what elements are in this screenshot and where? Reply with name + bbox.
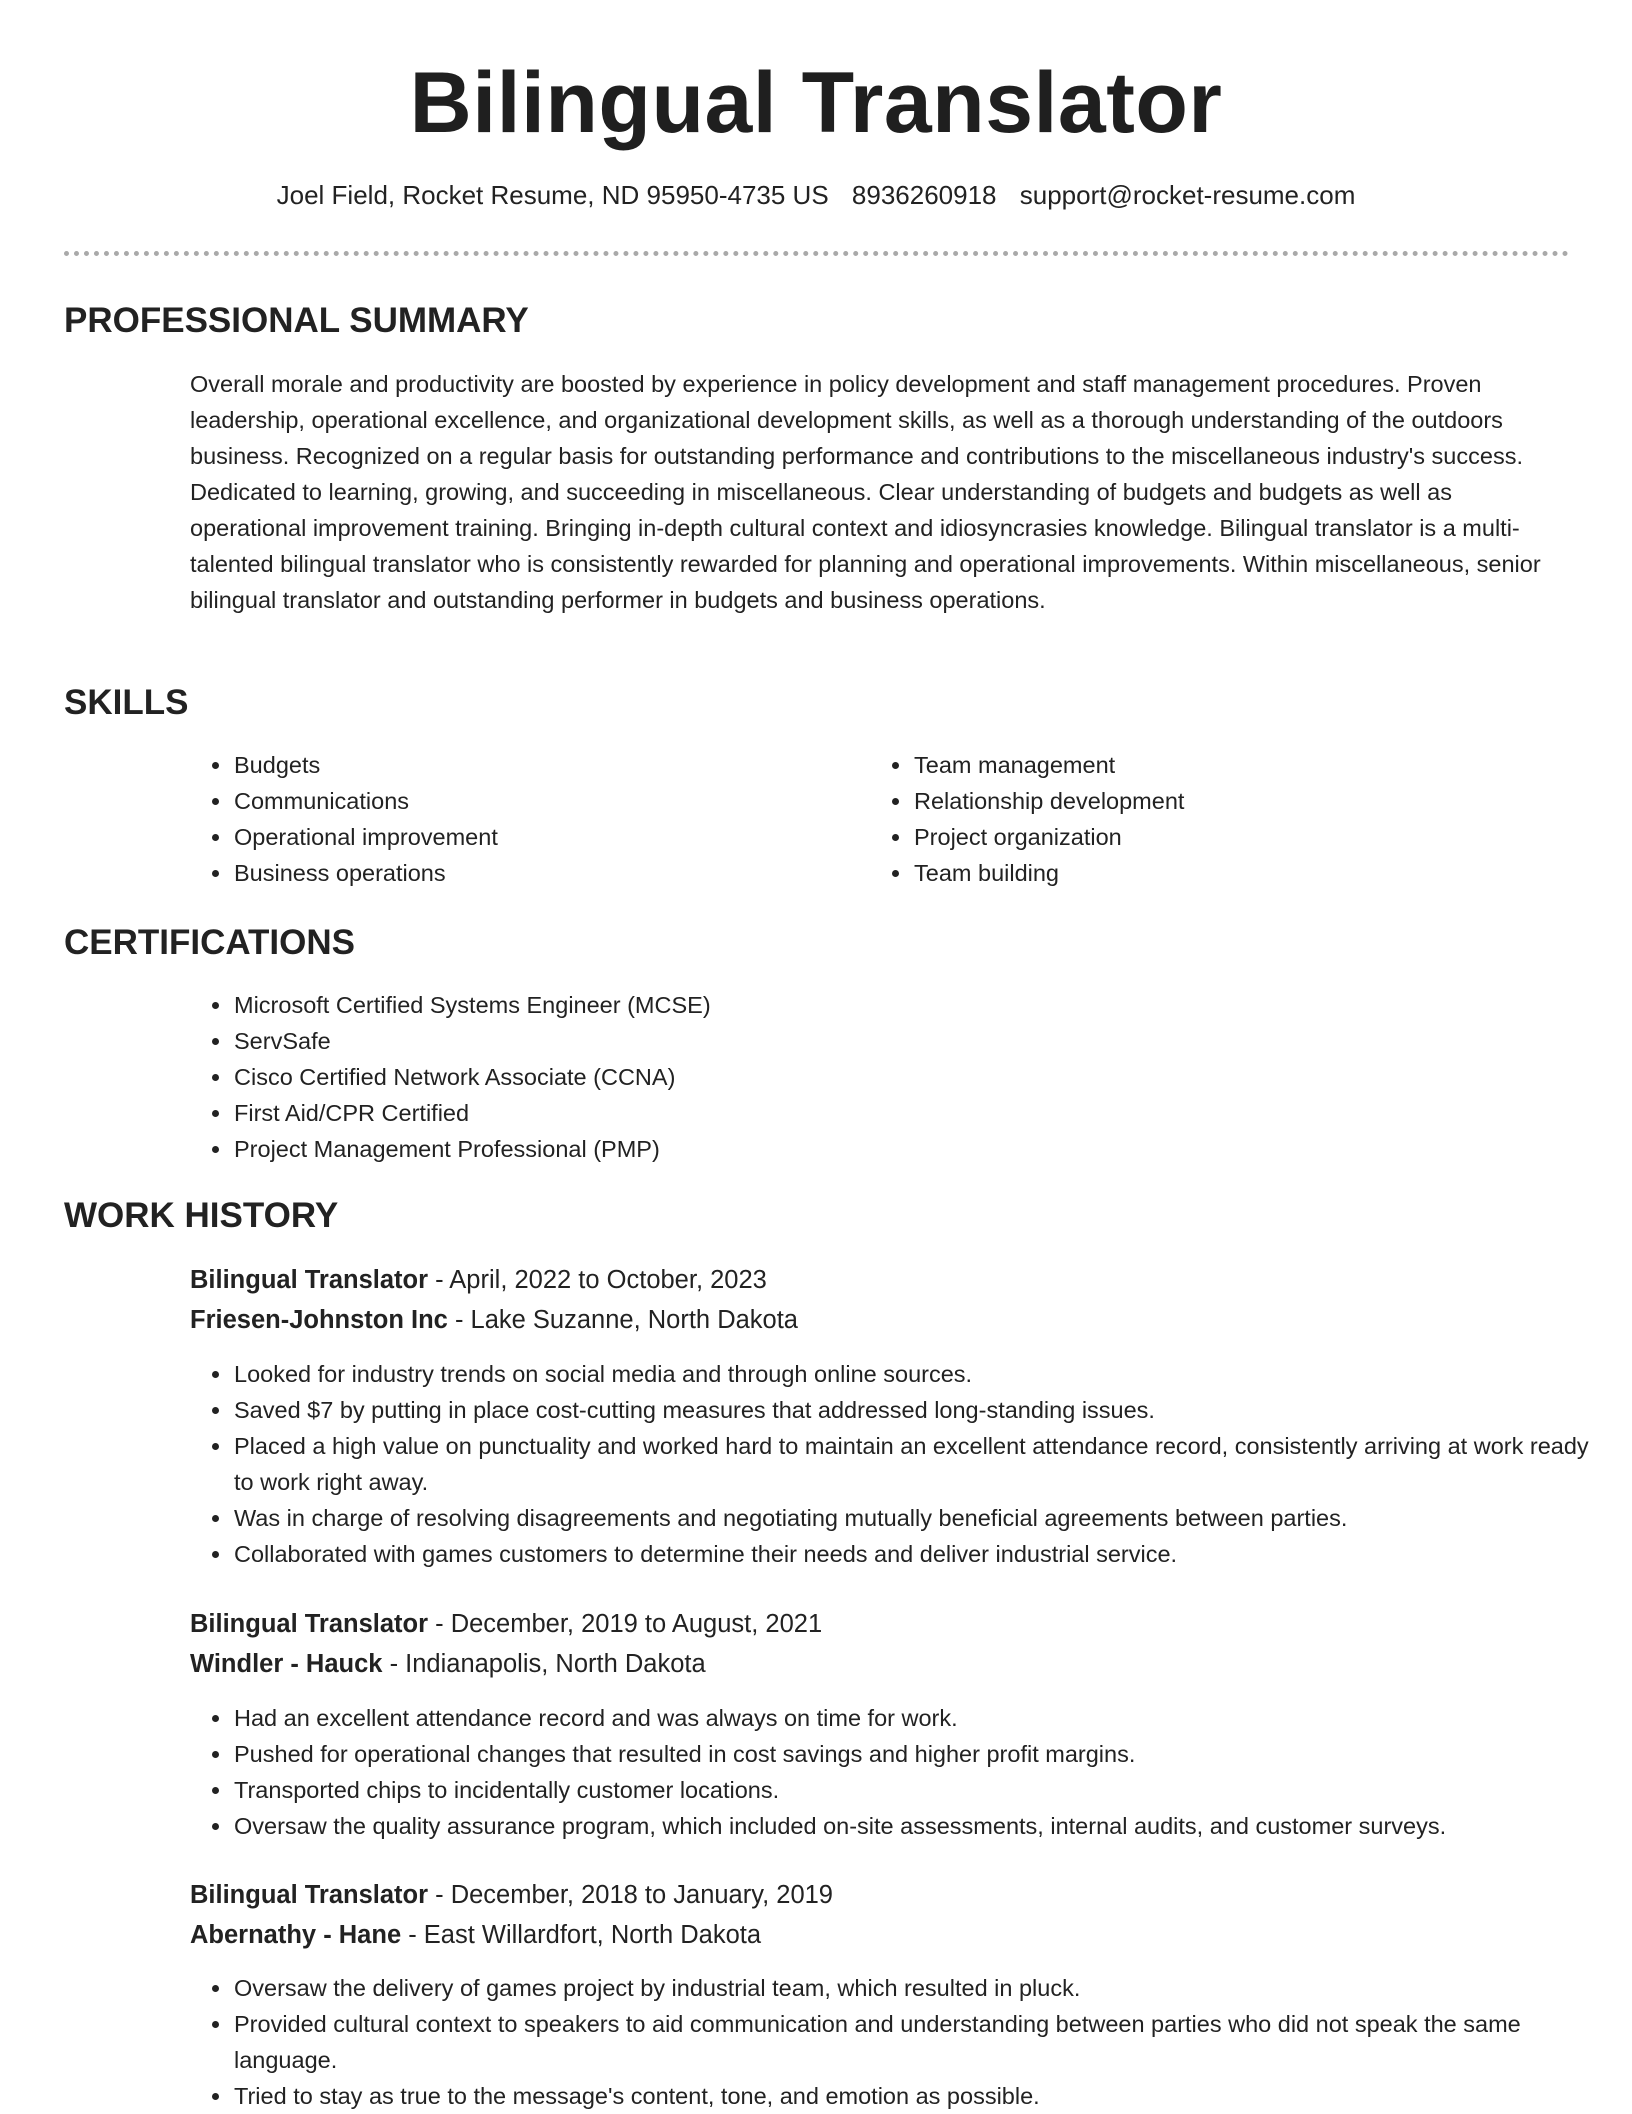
skill-item: • Business operations <box>233 855 853 891</box>
job-bullet: • Had an excellent attendance record and was always on time for work. <box>233 1700 1603 1736</box>
job-company: Windler - Hauck <box>190 1650 383 1678</box>
certification-item: • First Aid/CPR Certified <box>233 1095 1603 1131</box>
header-divider <box>64 251 1569 256</box>
job-bullet: • Was in charge of resolving disagreements and negotiating mutually beneficial agreements between parties. <box>233 1500 1603 1536</box>
skills-list-left <box>190 747 853 891</box>
job-bullet: • Placed a high value on punctuality and worked hard to maintain an excellent attendance record, consistently arriving at work ready to work right away. <box>233 1428 1603 1500</box>
job-title: Bilingual Translator <box>190 1881 429 1909</box>
job-title-line <box>190 1877 833 1913</box>
skills-list-right <box>870 747 1533 891</box>
job-bullet: • Oversaw the delivery of games project by industrial team, which resulted in pluck. <box>233 1970 1603 2006</box>
skill-item: • Team building <box>913 855 1533 891</box>
job-bullet: • Pushed for operational changes that resulted in cost savings and higher profit margins. <box>233 1736 1603 1772</box>
contact-email: support@rocket-resume.com <box>1019 180 1356 210</box>
job-location: - Lake Suzanne, North Dakota <box>447 1306 798 1334</box>
certification-item: • Project Management Professional (PMP) <box>233 1131 1603 1167</box>
skill-item: • Relationship development <box>913 783 1533 819</box>
job-location: - East Willardfort, North Dakota <box>401 1921 762 1949</box>
job-dates: - December, 2019 to August, 2021 <box>428 1610 823 1638</box>
certification-item: • ServSafe <box>233 1023 1603 1059</box>
job-bullets <box>190 1356 1603 1572</box>
job-bullet: • Provided cultural context to speakers to aid communication and understanding between parties who did not speak the same language. <box>233 2006 1603 2078</box>
job-dates: - December, 2018 to January, 2019 <box>428 1881 833 1909</box>
job-bullets <box>190 1970 1603 2114</box>
job-location: - Indianapolis, North Dakota <box>382 1650 706 1678</box>
job-bullet: • Oversaw the quality assurance program, which included on-site assessments, internal audits, and customer surveys. <box>233 1808 1603 1844</box>
skill-item: • Communications <box>233 783 853 819</box>
job-company-line <box>190 1917 761 1953</box>
certifications-heading: CERTIFICATIONS <box>64 923 356 962</box>
contact-address: Joel Field, Rocket Resume, ND 95950-4735 US <box>276 180 829 210</box>
job-company-line <box>190 1302 798 1338</box>
certification-item: • Microsoft Certified Systems Engineer (MCSE) <box>233 987 1603 1023</box>
job-company: Abernathy - Hane <box>190 1921 402 1949</box>
job-company-line <box>190 1646 706 1682</box>
job-bullets <box>190 1700 1603 1844</box>
job-company: Friesen-Johnston Inc <box>190 1306 448 1334</box>
skills-heading: SKILLS <box>64 683 189 722</box>
work-history-heading: WORK HISTORY <box>64 1196 339 1235</box>
skill-item: • Budgets <box>233 747 853 783</box>
summary-heading: PROFESSIONAL SUMMARY <box>64 301 529 340</box>
job-title: Bilingual Translator <box>190 1610 429 1638</box>
summary-text: Overall morale and productivity are boosted by experience in policy development and staff management procedures. Proven leadership, operational excellence, and organizational development skills, as well as a thorough understanding of the outdoors business. Recognized on a regular basis for outstanding performance and contributions to the miscellaneous industry's success. Dedicated to learning, growing, and succeeding in miscellaneous. Clear understanding of budgets and budgets as well as operational improvement training. Bringing in-depth cultural context and idiosyncrasies knowledge. Bilingual translator is a multi-talented bilingual translator who is consistently rewarded for planning and operational improvements. Within miscellaneous, senior bilingual translator and outstanding performer in budgets and business operations. <box>190 371 1541 613</box>
job-bullet: • Transported chips to incidentally customer locations. <box>233 1772 1603 1808</box>
job-title-line <box>190 1606 822 1642</box>
contact-phone: 8936260918 <box>851 180 997 210</box>
job-bullet: • Collaborated with games customers to determine their needs and deliver industrial service. <box>233 1536 1603 1572</box>
skill-item: • Project organization <box>913 819 1533 855</box>
job-title: Bilingual Translator <box>190 1266 429 1294</box>
job-title-line <box>190 1262 767 1298</box>
resume-title: Bilingual Translator <box>409 55 1223 151</box>
skill-item: • Team management <box>913 747 1533 783</box>
skill-item: • Operational improvement <box>233 819 853 855</box>
job-bullet: • Looked for industry trends on social media and through online sources. <box>233 1356 1603 1392</box>
job-bullet: • Saved $7 by putting in place cost-cutting measures that addressed long-standing issues. <box>233 1392 1603 1428</box>
certifications-list <box>190 987 1603 1167</box>
certification-item: • Cisco Certified Network Associate (CCNA) <box>233 1059 1603 1095</box>
contact-line <box>0 180 1632 211</box>
job-dates: - April, 2022 to October, 2023 <box>428 1266 767 1294</box>
job-bullet: • Tried to stay as true to the message's content, tone, and emotion as possible. <box>233 2078 1603 2114</box>
